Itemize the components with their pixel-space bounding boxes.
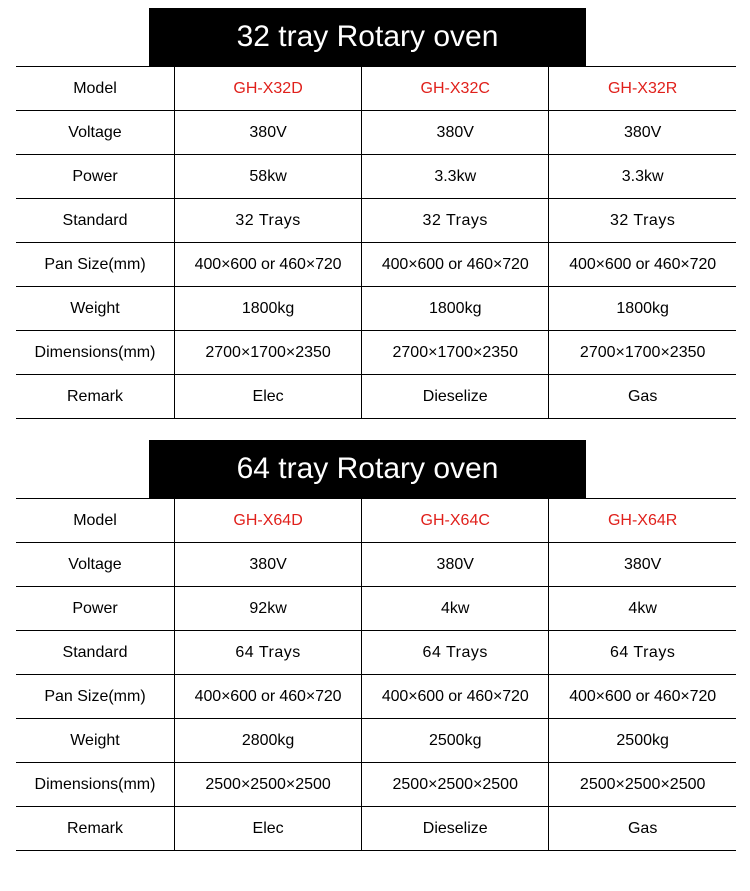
pan-size-cell: 400×600 or 460×720	[549, 675, 736, 719]
dimensions-cell: 2500×2500×2500	[175, 763, 362, 807]
dimensions-cell: 2500×2500×2500	[549, 763, 736, 807]
section-title-banner	[149, 8, 586, 66]
standard-cell: 64 Trays	[362, 631, 549, 675]
table-row-pan-size	[16, 243, 736, 287]
row-label: Power	[16, 155, 175, 199]
voltage-cell: 380V	[362, 111, 549, 155]
power-cell: 4kw	[549, 587, 736, 631]
spec-section-64	[0, 440, 750, 851]
remark-cell: Gas	[549, 807, 736, 851]
power-cell: 58kw	[175, 155, 362, 199]
voltage-cell: 380V	[362, 543, 549, 587]
weight-cell: 1800kg	[549, 287, 736, 331]
table-row-standard	[16, 631, 736, 675]
power-cell: 3.3kw	[362, 155, 549, 199]
section-title: 64 tray Rotary oven	[236, 452, 499, 485]
weight-cell: 2800kg	[175, 719, 362, 763]
table-row-pan-size	[16, 675, 736, 719]
remark-cell: Dieselize	[362, 807, 549, 851]
standard-cell: 64 Trays	[175, 631, 362, 675]
row-label: Weight	[16, 287, 175, 331]
row-label: Model	[16, 67, 175, 111]
table-row-remark	[16, 375, 736, 419]
dimensions-cell: 2700×1700×2350	[175, 331, 362, 375]
table-row-weight	[16, 719, 736, 763]
row-label: Pan Size(mm)	[16, 243, 175, 287]
pan-size-cell: 400×600 or 460×720	[175, 675, 362, 719]
power-cell: 3.3kw	[549, 155, 736, 199]
dimensions-cell: 2700×1700×2350	[549, 331, 736, 375]
table-row-dimensions	[16, 331, 736, 375]
table-row-power	[16, 155, 736, 199]
table-row-dimensions	[16, 763, 736, 807]
row-label: Pan Size(mm)	[16, 675, 175, 719]
table-row-voltage	[16, 111, 736, 155]
pan-size-cell: 400×600 or 460×720	[362, 675, 549, 719]
weight-cell: 1800kg	[362, 287, 549, 331]
row-label: Standard	[16, 199, 175, 243]
remark-cell: Elec	[175, 375, 362, 419]
spec-section-32	[0, 8, 750, 419]
voltage-cell: 380V	[175, 111, 362, 155]
voltage-cell: 380V	[549, 111, 736, 155]
row-label: Remark	[16, 807, 175, 851]
pan-size-cell: 400×600 or 460×720	[175, 243, 362, 287]
voltage-cell: 380V	[549, 543, 736, 587]
power-cell: 92kw	[175, 587, 362, 631]
dimensions-cell: 2500×2500×2500	[362, 763, 549, 807]
standard-cell: 64 Trays	[549, 631, 736, 675]
model-cell: GH-X32D	[175, 67, 362, 111]
weight-cell: 2500kg	[549, 719, 736, 763]
pan-size-cell: 400×600 or 460×720	[549, 243, 736, 287]
row-label: Remark	[16, 375, 175, 419]
spec-table	[16, 498, 736, 851]
row-label: Weight	[16, 719, 175, 763]
remark-cell: Gas	[549, 375, 736, 419]
row-label: Dimensions(mm)	[16, 331, 175, 375]
voltage-cell: 380V	[175, 543, 362, 587]
remark-cell: Dieselize	[362, 375, 549, 419]
model-cell: GH-X64D	[175, 499, 362, 543]
section-title-banner	[149, 440, 586, 498]
remark-cell: Elec	[175, 807, 362, 851]
standard-cell: 32 Trays	[549, 199, 736, 243]
table-row-weight	[16, 287, 736, 331]
row-label: Power	[16, 587, 175, 631]
row-label: Standard	[16, 631, 175, 675]
table-row-voltage	[16, 543, 736, 587]
pan-size-cell: 400×600 or 460×720	[362, 243, 549, 287]
standard-cell: 32 Trays	[362, 199, 549, 243]
row-label: Voltage	[16, 111, 175, 155]
power-cell: 4kw	[362, 587, 549, 631]
table-row-model	[16, 67, 736, 111]
row-label: Voltage	[16, 543, 175, 587]
table-row-power	[16, 587, 736, 631]
dimensions-cell: 2700×1700×2350	[362, 331, 549, 375]
weight-cell: 2500kg	[362, 719, 549, 763]
model-cell: GH-X64R	[549, 499, 736, 543]
model-cell: GH-X64C	[362, 499, 549, 543]
row-label: Model	[16, 499, 175, 543]
table-row-standard	[16, 199, 736, 243]
section-title: 32 tray Rotary oven	[236, 20, 499, 53]
model-cell: GH-X32R	[549, 67, 736, 111]
model-cell: GH-X32C	[362, 67, 549, 111]
row-label: Dimensions(mm)	[16, 763, 175, 807]
standard-cell: 32 Trays	[175, 199, 362, 243]
weight-cell: 1800kg	[175, 287, 362, 331]
table-row-model	[16, 499, 736, 543]
table-row-remark	[16, 807, 736, 851]
spec-table	[16, 66, 736, 419]
